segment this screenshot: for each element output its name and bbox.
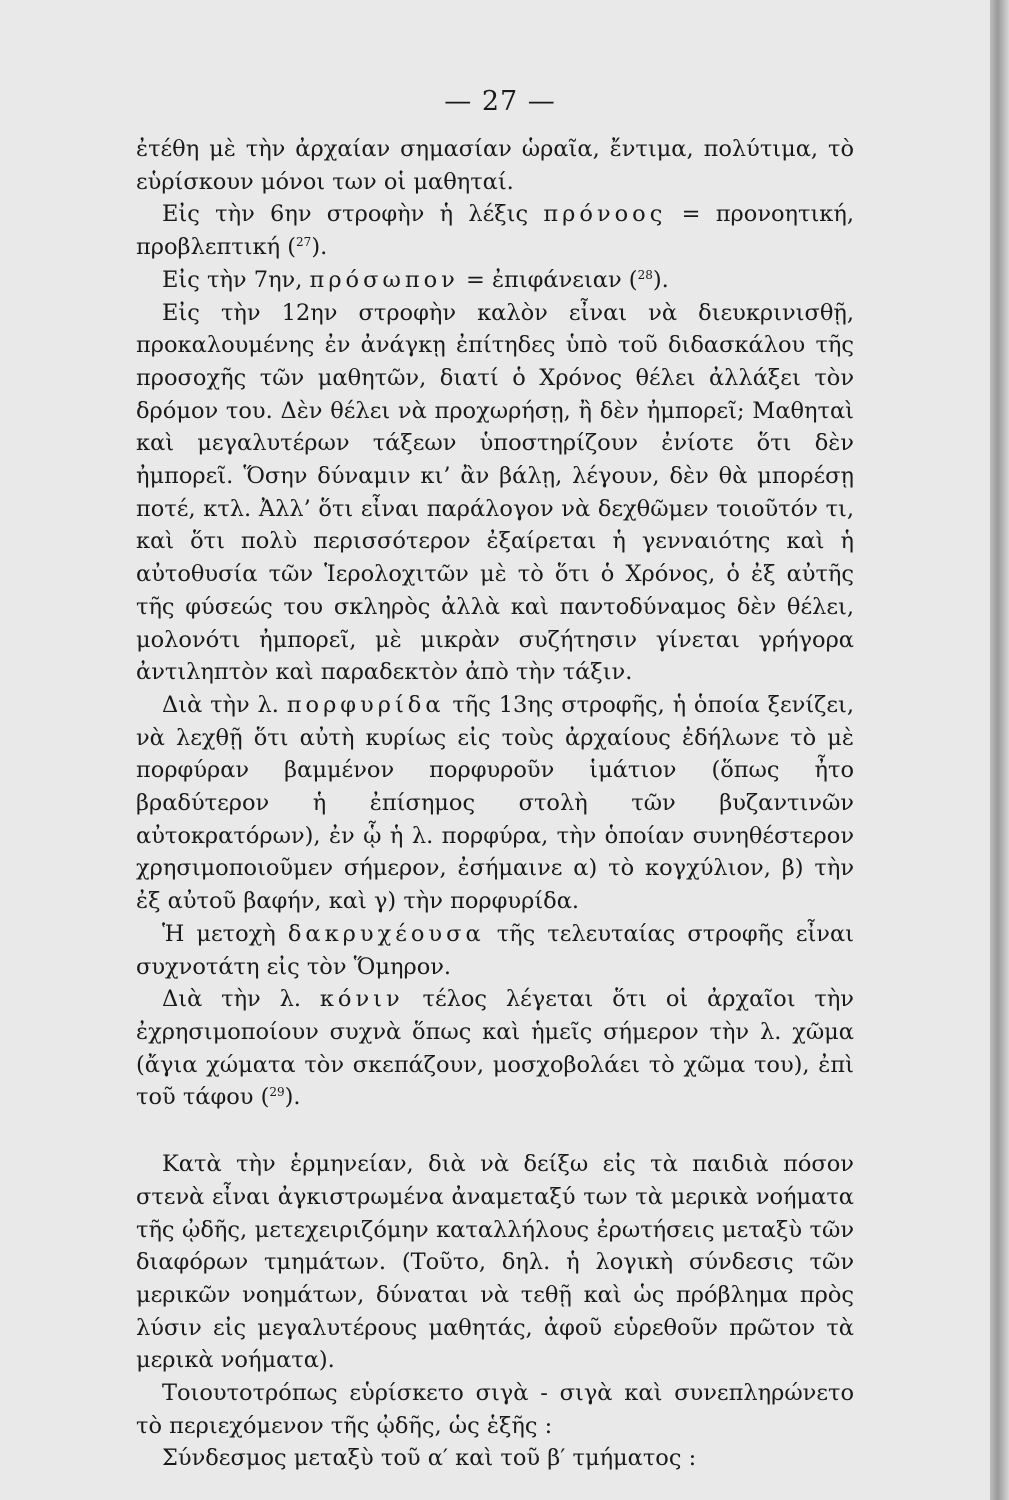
paragraph [136,1442,854,1475]
text-run: ἐτέθη μὲ τὴν ἀρχαίαν σημασίαν ὡραῖα, ἔντιμα, πολύτιμα, τὸ εὑρίσκουν μόνοι των οἱ μαθηταί. [136,136,854,195]
page-number: — 27 — [444,86,556,117]
text-run: τέλος λέγεται ὅτι οἱ ἀρχαῖοι τὴν ἐχρησιμοποίουν συχνὰ ὅπως καὶ ἡμεῖς σήμερον τὴν λ. χῶμα (ἄγια χώματα τὸν σκεπάζουν, μοσχοβολάει τὸ χῶμα του), ἐπὶ τοῦ τάφου ( [136,986,854,1111]
page-edge [990,0,1009,1500]
paragraph [136,689,854,918]
emphasized-word: πρόνοος [543,201,667,228]
emphasized-word: κόνιν [319,986,404,1013]
text-run: Εἰς τὴν 6ην στροφὴν ἡ λέξις [162,201,544,228]
emphasized-word: πορφυρίδα [286,691,445,718]
text-run: Ἡ μετοχὴ [162,920,288,947]
paragraph [136,983,854,1114]
text-run: τῆς 13ης στροφῆς, ἡ ὁποία ξενίζει, νὰ λεχθῇ ὅτι αὐτὴ κυρίως εἰς τοὺς ἀρχαίους ἐδήλωνε τὸ μὲ πορφύραν βαμμένον πορφυροῦν ἱμάτιον (ὅπως ἦτο βραδύτερον ἡ ἐπίσημος στολὴ τῶν βυζαντινῶν αὐτοκρατόρων), ἐν ᾧ ἡ λ. πορφύρα, τὴν ὁποίαν συνηθέστερον χρησιμοποιοῦμεν σήμερον, ἐσήμαινε α) τὸ κογχύλιον, β) τὴν ἐξ αὐτοῦ βαφήν, καὶ γ) τὴν πορφυρίδα. [136,691,854,915]
text-run: = προνοητική, προβλεπτική ( [136,201,854,261]
text-run: ). [284,1084,301,1111]
paragraph [136,918,854,983]
emphasized-word: δακρυχέουσα [287,920,485,947]
text-run: Τοιουτοτρόπως εὑρίσκετο σιγὰ - σιγὰ καὶ συνεπληρώνετο τὸ περιεχόμενον τῆς ᾠδῆς, ὡς ἑξῆς : [136,1380,854,1439]
text-run: τῆς τελευταίας στροφῆς εἶναι συχνοτάτη εἰς τὸν Ὅμηρον. [136,920,855,980]
paragraph [136,198,854,263]
footnote-ref: 27 [296,235,312,250]
footnote-ref: 28 [637,267,653,282]
text-run: ). [652,266,669,293]
emphasized-word: πρόσωπον [309,266,459,293]
body-text [136,133,854,1475]
paragraph [136,1148,854,1377]
text-run: Σύνδεσμος μεταξὺ τοῦ α′ καὶ τοῦ β′ τμήματος : [162,1445,697,1472]
text-run: Κατὰ τὴν ἑρμηνείαν, διὰ νὰ δείξω εἰς τὰ παιδιὰ πόσον στενὰ εἶναι ἀγκιστρωμένα ἀναμεταξύ των τὰ μερικὰ νοήματα τῆς ᾠδῆς, μετεχειριζόμην καταλλήλους ἐρωτήσεις μεταξὺ τῶν διαφόρων τμημάτων. (Τοῦτο, δηλ. ἡ λογικὴ σύνδεσις τῶν μερικῶν νοημάτων, δύναται νὰ τεθῇ καὶ ὡς πρόβλημα πρὸς λύσιν εἰς μεγαλυτέρους μαθητάς, ἀφοῦ εὑρεθοῦν πρῶτον τὰ μερικὰ νοήματα). [136,1151,854,1374]
paragraph [136,264,854,297]
text-run: Εἰς τὴν 7ην, [162,266,310,293]
section-gap [136,1114,854,1148]
paragraph [136,133,854,198]
text-run: Διὰ τὴν λ. [162,986,320,1013]
footnote-ref: 29 [269,1085,285,1100]
text-run: Διὰ τὴν λ. [162,691,287,718]
text-run: ). [311,234,328,261]
paragraph [136,297,854,689]
text-run: = ἐπιφάνειαν ( [458,266,638,293]
paragraph [136,1377,854,1442]
text-run: Εἰς τὴν 12ην στροφὴν καλὸν εἶναι νὰ διευκρινισθῇ, προκαλουμένης ἐν ἀνάγκῃ ἐπίτηδες ὑπὸ τοῦ διδασκάλου τῆς προσοχῆς τῶν μαθητῶν, διατί ὁ Χρόνος θέλει ἀλλάξει τὸν δρόμον του. Δὲν θέλει νὰ προχωρήσῃ, ἢ δὲν ἠμπορεῖ; Μαθηταὶ καὶ μεγαλυτέρων τάξεων ὑποστηρίζουν ἐνίοτε ὅτι δὲν ἠμπορεῖ. Ὅσην δύναμιν κι’ ἂν βάλῃ, λέγουν, δὲν θὰ μπορέσῃ ποτέ, κτλ. Ἀλλ’ ὅτι εἶναι παράλογον νὰ δεχθῶμεν τοιοῦτόν τι, καὶ ὅτι πολὺ περισσότερον ἐξαίρεται ἡ γενναιότης καὶ ἡ αὐτοθυσία τῶν Ἱερολοχιτῶν μὲ τὸ ὅτι ὁ Χρόνος, ὁ ἐξ αὐτῆς τῆς φύσεώς του σκληρὸς ἀλλὰ καὶ παντοδύναμος δὲν θέλει, μολονότι ἠμπορεῖ, μὲ μικρὰν συζήτησιν γίνεται γρήγορα ἀντιληπτὸν καὶ παραδεκτὸν ἀπὸ τὴν τάξιν. [136,299,854,686]
